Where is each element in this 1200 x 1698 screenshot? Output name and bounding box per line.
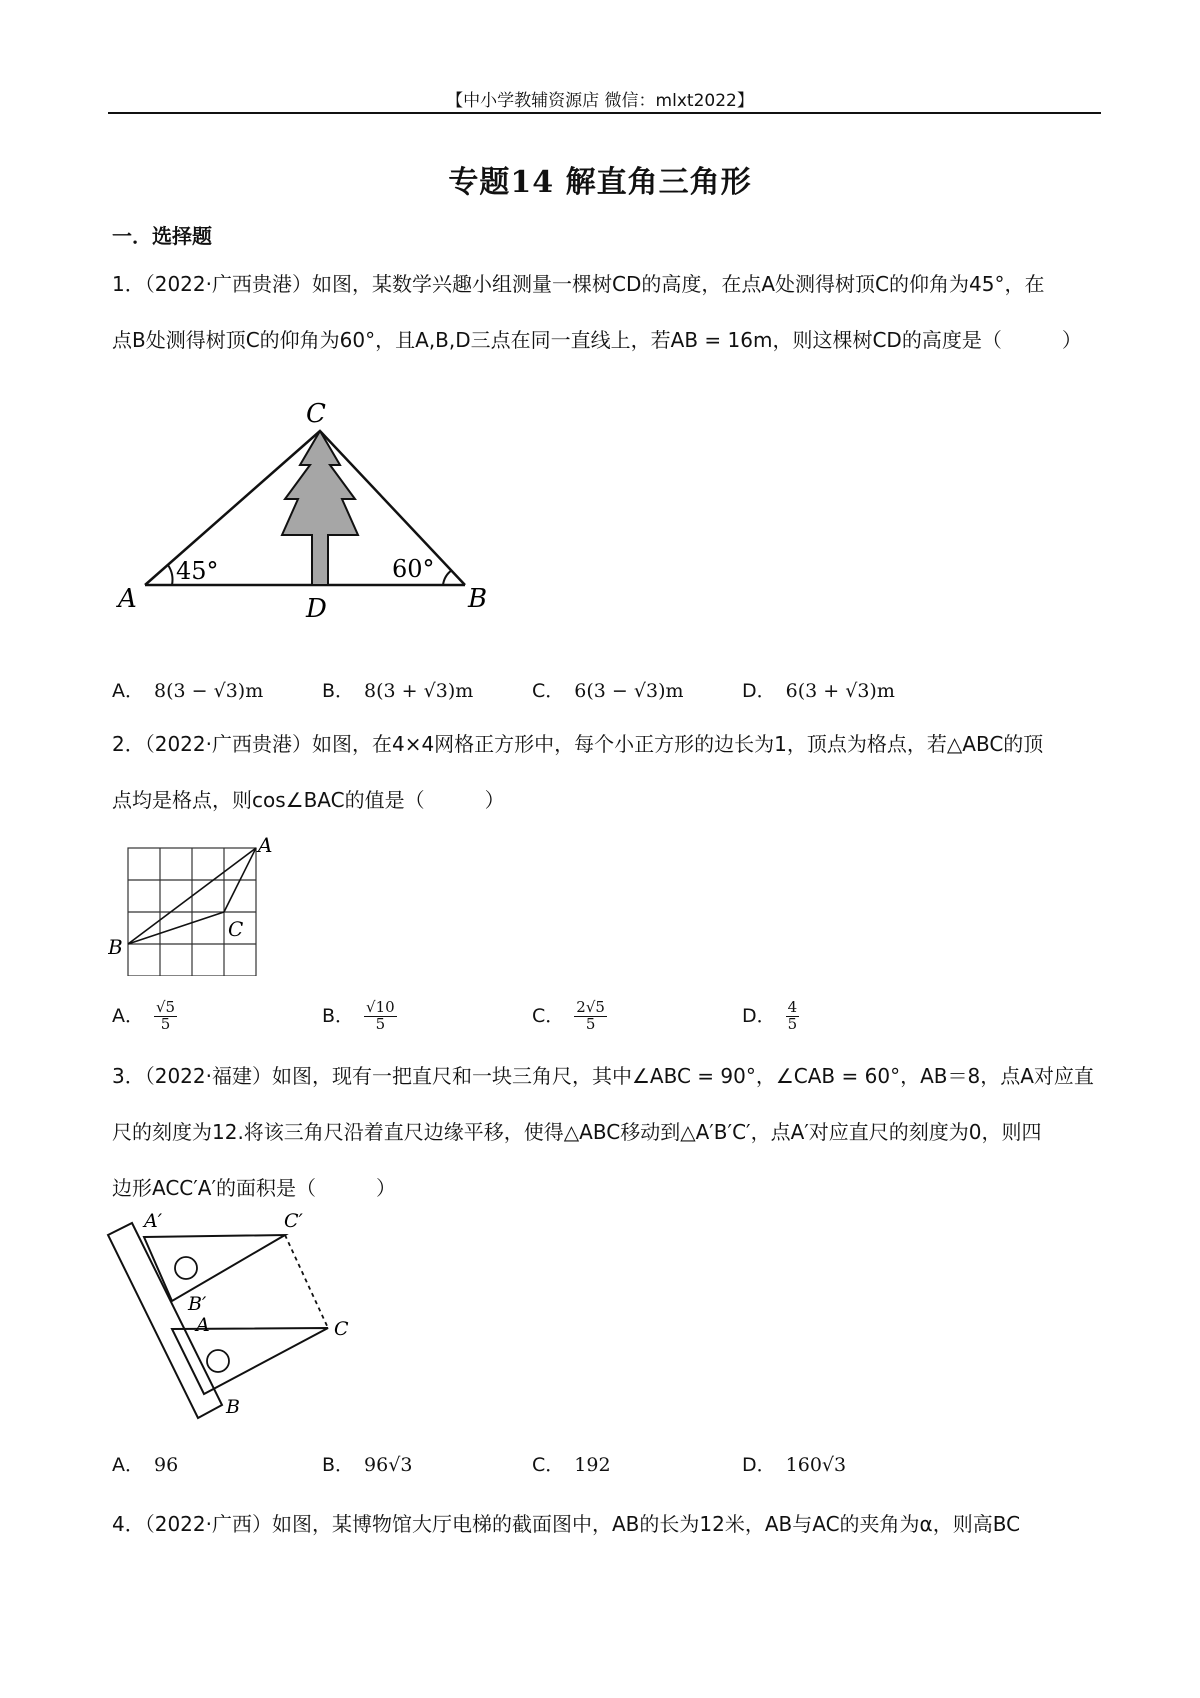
q3-line3: 边形ACC′A′的面积是（ ） <box>112 1176 397 1200</box>
q4-line1: 4．（2022·广西）如图，某博物馆大厅电梯的截面图中，AB的长为12米，AB与AC的夹角为α，则高BC <box>112 1512 1021 1536</box>
q1-line2: 点B处测得树顶C的仰角为60°，且A,B,D三点在同一直线上，若AB = 16m，则这棵树CD的高度是（ ） <box>112 328 1082 352</box>
q2-label-a: A <box>258 836 273 857</box>
q3-option-a[interactable]: A． 96 <box>112 1454 179 1476</box>
q1-label-b: B <box>468 584 488 614</box>
q3-label-a1: A′ <box>144 1210 163 1232</box>
q1-angle-45: 45° <box>176 557 219 585</box>
q3-label-c1: C′ <box>284 1210 303 1232</box>
q2-line1: 2．（2022·广西贵港）如图，在4×4网格正方形中，每个小正方形的边长为1，顶点为格点，若△ABC的顶 <box>112 732 1044 756</box>
q3-label-c: C <box>334 1318 349 1340</box>
q2-option-a[interactable]: A． $\frac{√5}{5}$ <box>112 998 176 1033</box>
q3-option-b[interactable]: B． 96√3 <box>322 1454 413 1476</box>
q3-ruler-figure <box>100 1205 380 1430</box>
q1-option-d[interactable]: D． 6(3 + √3)m <box>742 680 895 702</box>
q2-label-c: C <box>228 917 244 941</box>
q3-option-c[interactable]: C． 192 <box>532 1454 611 1476</box>
q3-label-b: B <box>226 1396 240 1418</box>
q2-option-c[interactable]: C． $\frac{2√5}{5}$ <box>532 998 605 1033</box>
q1-option-b[interactable]: B． 8(3 + √3)m <box>322 680 474 702</box>
q1-line1: 1．（2022·广西贵港）如图，某数学兴趣小组测量一棵树CD的高度，在点A处测得树顶C的仰角为45°，在 <box>112 272 1045 296</box>
q3-label-b1: B′ <box>188 1293 207 1315</box>
q3-line1: 3．（2022·福建）如图，现有一把直尺和一块三角尺，其中∠ABC = 90°，∠CAB = 60°，AB＝8，点A对应直 <box>112 1064 1094 1088</box>
q1-label-a: A <box>118 584 137 614</box>
q2-label-b: B <box>108 935 123 959</box>
page-header: 【中小学教辅资源店 微信：mlxt2022】 <box>446 91 754 111</box>
header-rule <box>108 112 1101 114</box>
q3-line2: 尺的刻度为12.将该三角尺沿着直尺边缘平移，使得△ABC移动到△A′B′C′，点A′对应直尺的刻度为0，则四 <box>112 1120 1042 1144</box>
q2-grid-figure <box>108 836 278 976</box>
section-heading: 一．选择题 <box>112 224 212 248</box>
q1-option-c[interactable]: C． 6(3 − √3)m <box>532 680 684 702</box>
q3-label-a: A <box>196 1314 210 1336</box>
document-title: 专题14 解直角三角形 <box>448 165 752 200</box>
q2-option-b[interactable]: B． $\frac{√10}{5}$ <box>322 998 395 1033</box>
q1-label-d: D <box>306 594 327 624</box>
q1-tree-figure <box>110 395 490 625</box>
q3-option-d[interactable]: D． 160√3 <box>742 1454 847 1476</box>
q1-option-a[interactable]: A． 8(3 − √3)m <box>112 680 264 702</box>
q1-angle-60: 60° <box>392 555 435 583</box>
q2-option-d[interactable]: D． $\frac{4}{5}$ <box>742 998 798 1033</box>
q2-line2: 点均是格点，则cos∠BAC的值是（ ） <box>112 788 505 812</box>
q1-label-c: C <box>306 399 326 429</box>
